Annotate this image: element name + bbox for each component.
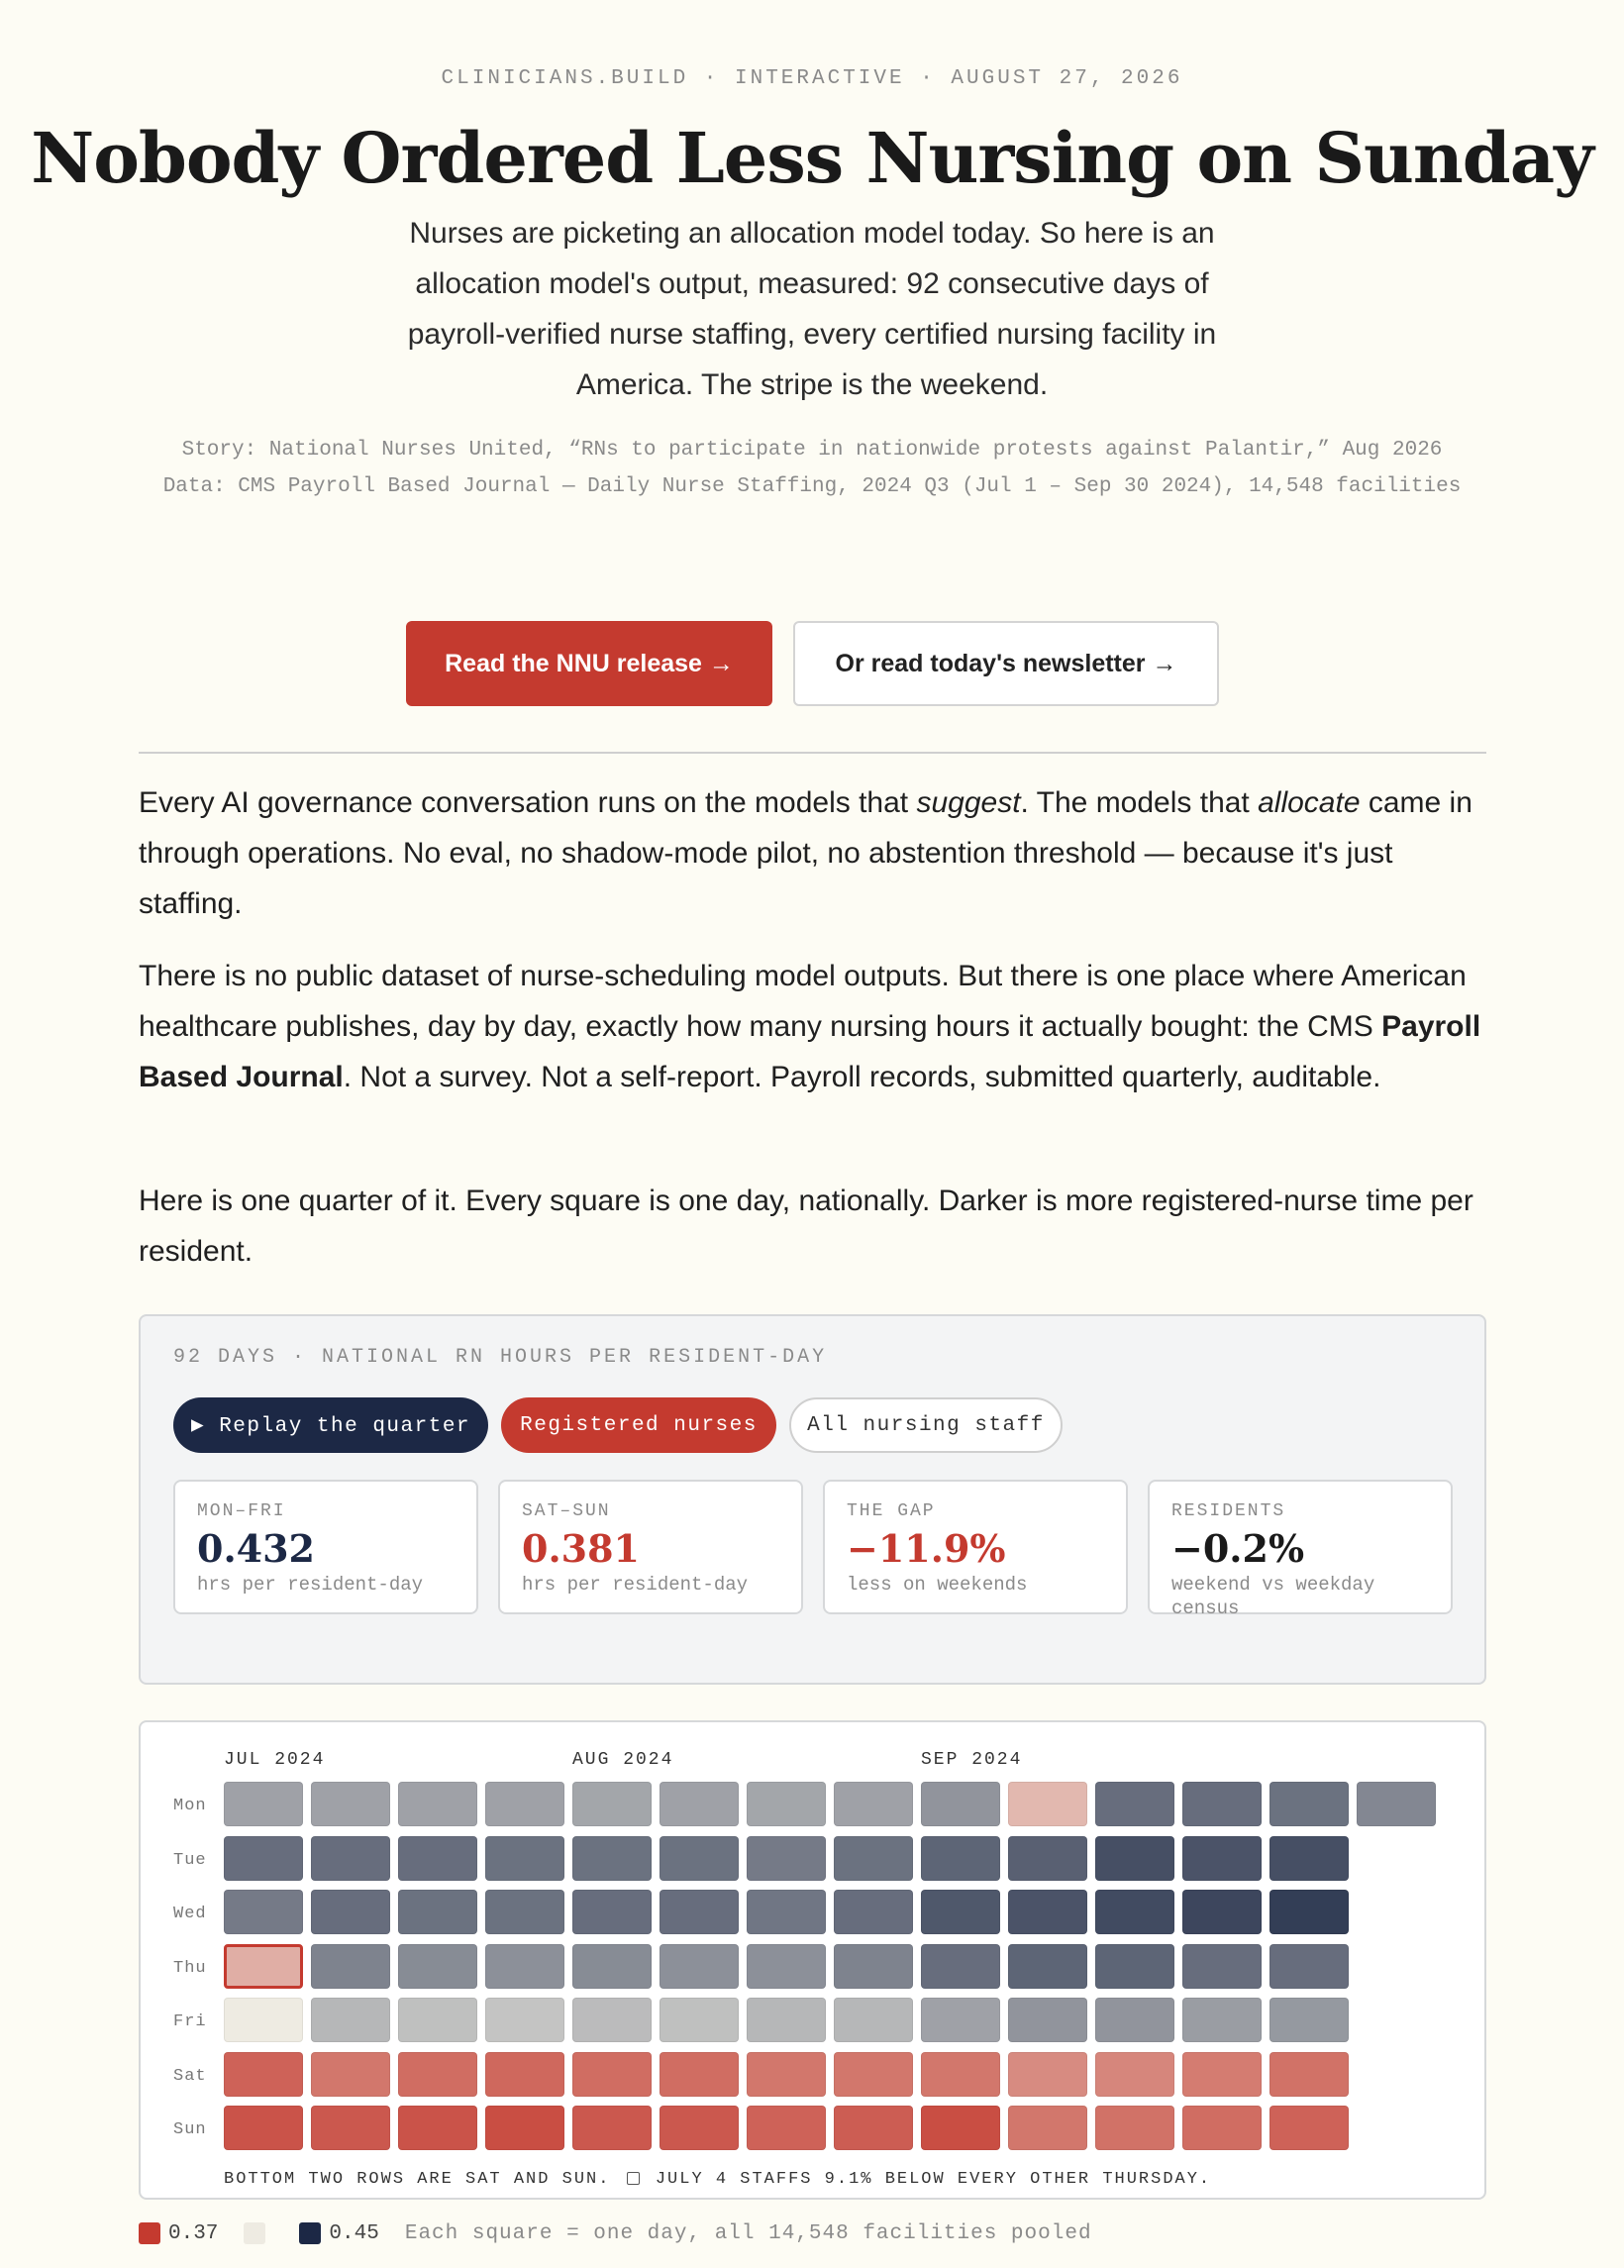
heatmap-cell-sun-4[interactable]: [485, 2106, 564, 2150]
heatmap-cell-wed-7[interactable]: [747, 1890, 826, 1934]
body-paragraph-3: Here is one quarter of it. Every square is one day, nationally. Darker is more registered-nurse time per resident.: [139, 1185, 1473, 1268]
heatmap-cell-sun-7[interactable]: [747, 2106, 826, 2150]
heatmap-cell-sat-7[interactable]: [747, 2052, 826, 2097]
heatmap-cell-thu-4[interactable]: [485, 1944, 564, 1989]
legend: [139, 2218, 1092, 2248]
heatmap-cell-tue-1[interactable]: [224, 1836, 303, 1881]
heatmap-cell-sun-1[interactable]: [224, 2106, 303, 2150]
heatmap-cell-sun-2[interactable]: [311, 2106, 390, 2150]
read-nnu-release-button[interactable]: Read the NNU release →: [406, 621, 772, 706]
month-label-sep: SEP 2024: [921, 1750, 1023, 1770]
heatmap-cell-sat-6[interactable]: [660, 2052, 739, 2097]
heatmap-cell-thu-5[interactable]: [572, 1944, 652, 1989]
heatmap-cell-sat-10[interactable]: [1008, 2052, 1087, 2097]
stat-value: 0.381: [522, 1526, 640, 1571]
heatmap-cell-thu-10[interactable]: [1008, 1944, 1087, 1989]
stats-panel: [139, 1314, 1486, 1685]
stat-label: MON–FRI: [197, 1501, 286, 1521]
caption-july4: JULY 4 STAFFS 9.1% BELOW EVERY OTHER THURSDAY.: [655, 2170, 1212, 2189]
month-label-jul: JUL 2024: [224, 1750, 326, 1770]
heatmap-cell-wed-6[interactable]: [660, 1890, 739, 1934]
legend-swatch-mid: [244, 2222, 265, 2244]
month-label-aug: AUG 2024: [572, 1750, 674, 1770]
stat-label: SAT–SUN: [522, 1501, 611, 1521]
story-credit: Story: National Nurses United, “RNs to participate in nationwide protests against Palantir,” Aug 2026: [181, 439, 1443, 462]
day-label-fri: Fri: [173, 2012, 207, 2031]
heatmap-cell-sat-4[interactable]: [485, 2052, 564, 2097]
heatmap-cell-tue-2[interactable]: [311, 1836, 390, 1881]
stat-sub: hrs per resident-day: [197, 1574, 424, 1596]
legend-low-value: 0.37: [168, 2221, 219, 2245]
body-paragraph-1: [139, 777, 1486, 929]
heatmap-cell-mon-13[interactable]: [1269, 1782, 1349, 1826]
heatmap-cell-sun-5[interactable]: [572, 2106, 652, 2150]
body-paragraph-2: [139, 951, 1486, 1102]
heatmap-cell-sat-3[interactable]: [398, 2052, 477, 2097]
heatmap-cell-sat-1[interactable]: [224, 2052, 303, 2097]
legend-high-value: 0.45: [329, 2221, 379, 2245]
heatmap-cell-tue-3[interactable]: [398, 1836, 477, 1881]
stat-value: −11.9%: [847, 1526, 1006, 1571]
heatmap-cell-tue-5[interactable]: [572, 1836, 652, 1881]
heatmap-cell-tue-7[interactable]: [747, 1836, 826, 1881]
heatmap-cell-thu-3[interactable]: [398, 1944, 477, 1989]
heatmap-cell-sat-2[interactable]: [311, 2052, 390, 2097]
heatmap-cell-thu-2[interactable]: [311, 1944, 390, 1989]
p1-em-suggest: suggest: [916, 786, 1021, 819]
heatmap-cell-sun-11[interactable]: [1095, 2106, 1174, 2150]
calendar-heatmap: [139, 1720, 1486, 2200]
heatmap-cell-mon-1[interactable]: [224, 1782, 303, 1826]
heatmap-cell-thu-1[interactable]: [224, 1944, 303, 1989]
heatmap-cell-sat-11[interactable]: [1095, 2052, 1174, 2097]
day-label-mon: Mon: [173, 1797, 207, 1815]
heatmap-cell-mon-3[interactable]: [398, 1782, 477, 1826]
heatmap-cell-mon-9[interactable]: [921, 1782, 1000, 1826]
stat-label: RESIDENTS: [1171, 1501, 1286, 1521]
heatmap-cell-fri-2[interactable]: [311, 1998, 390, 2042]
legend-swatch-high: [299, 2222, 321, 2244]
heatmap-cell-mon-6[interactable]: [660, 1782, 739, 1826]
legend-high: [299, 2222, 378, 2245]
heatmap-cell-sat-13[interactable]: [1269, 2052, 1349, 2097]
heatmap-cell-fri-9[interactable]: [921, 1998, 1000, 2042]
stat-sub: hrs per resident-day: [522, 1574, 749, 1596]
heatmap-cell-tue-13[interactable]: [1269, 1836, 1349, 1881]
heatmap-cell-mon-2[interactable]: [311, 1782, 390, 1826]
heatmap-cell-sun-12[interactable]: [1182, 2106, 1262, 2150]
p1-text-c: came in through operations. No eval, no shadow-mode pilot, no abstention threshold — because it's just staffing.: [139, 786, 1472, 920]
read-newsletter-button[interactable]: Or read today's newsletter →: [793, 621, 1219, 706]
heatmap-cell-wed-1[interactable]: [224, 1890, 303, 1934]
heatmap-cell-fri-8[interactable]: [834, 1998, 913, 2042]
legend-note: Each square = one day, all 14,548 facilities pooled: [404, 2221, 1092, 2245]
heatmap-cell-tue-11[interactable]: [1095, 1836, 1174, 1881]
heatmap-cell-fri-6[interactable]: [660, 1998, 739, 2042]
calendar-caption: [224, 2170, 1211, 2189]
day-label-sun: Sun: [173, 2120, 207, 2139]
heatmap-cell-sat-5[interactable]: [572, 2052, 652, 2097]
registered-nurses-toggle[interactable]: Registered nurses: [501, 1397, 776, 1453]
divider: [139, 752, 1486, 754]
heatmap-cell-tue-4[interactable]: [485, 1836, 564, 1881]
heatmap-cell-thu-11[interactable]: [1095, 1944, 1174, 1989]
page-title: Nobody Ordered Less Nursing on Sunday: [31, 117, 1593, 199]
data-credit: Data: CMS Payroll Based Journal — Daily Nurse Staffing, 2024 Q3 (Jul 1 – Sep 30 2024), 14,548 facilities: [162, 475, 1462, 498]
heatmap-cell-sun-9[interactable]: [921, 2106, 1000, 2150]
heatmap-cell-mon-12[interactable]: [1182, 1782, 1262, 1826]
heatmap-cell-tue-9[interactable]: [921, 1836, 1000, 1881]
heatmap-cell-fri-5[interactable]: [572, 1998, 652, 2042]
heatmap-cell-tue-8[interactable]: [834, 1836, 913, 1881]
panel-title: 92 DAYS · NATIONAL RN HOURS PER RESIDENT-DAY: [173, 1346, 828, 1369]
heatmap-cell-fri-12[interactable]: [1182, 1998, 1262, 2042]
heatmap-cell-mon-5[interactable]: [572, 1782, 652, 1826]
p2-text-a: There is no public dataset of nurse-scheduling model outputs. But there is one place where American healthcare publishes, day by day, exactly how many nursing hours it actually bought: the CMS: [139, 960, 1467, 1043]
stat-sub: less on weekends: [847, 1574, 1028, 1596]
heatmap-cell-thu-13[interactable]: [1269, 1944, 1349, 1989]
replay-quarter-button[interactable]: ▶ Replay the quarter: [173, 1397, 488, 1453]
heatmap-cell-sun-3[interactable]: [398, 2106, 477, 2150]
stat-card-gap: [823, 1480, 1128, 1614]
heatmap-cell-wed-8[interactable]: [834, 1890, 913, 1934]
heatmap-cell-wed-11[interactable]: [1095, 1890, 1174, 1934]
heatmap-cell-mon-4[interactable]: [485, 1782, 564, 1826]
heatmap-cell-sun-8[interactable]: [834, 2106, 913, 2150]
stat-label: THE GAP: [847, 1501, 936, 1521]
heatmap-cell-wed-3[interactable]: [398, 1890, 477, 1934]
all-nursing-staff-toggle[interactable]: All nursing staff: [789, 1397, 1063, 1453]
heatmap-cell-mon-14[interactable]: [1357, 1782, 1436, 1826]
heatmap-cell-fri-10[interactable]: [1008, 1998, 1087, 2042]
heatmap-cell-wed-2[interactable]: [311, 1890, 390, 1934]
stat-card-weekday: [173, 1480, 478, 1614]
caption-weekend: BOTTOM TWO ROWS ARE SAT AND SUN.: [224, 2170, 611, 2189]
p1-text-a: Every AI governance conversation runs on the models that: [139, 786, 917, 819]
heatmap-cell-fri-4[interactable]: [485, 1998, 564, 2042]
heatmap-cell-thu-7[interactable]: [747, 1944, 826, 1989]
heatmap-cell-sun-10[interactable]: [1008, 2106, 1087, 2150]
heatmap-cell-tue-12[interactable]: [1182, 1836, 1262, 1881]
heatmap-cell-fri-11[interactable]: [1095, 1998, 1174, 2042]
source-credits: [149, 432, 1475, 505]
heatmap-cell-fri-13[interactable]: [1269, 1998, 1349, 2042]
heatmap-cell-tue-6[interactable]: [660, 1836, 739, 1881]
heatmap-cell-wed-13[interactable]: [1269, 1890, 1349, 1934]
day-label-thu: Thu: [173, 1959, 207, 1978]
heatmap-cell-mon-10[interactable]: [1008, 1782, 1087, 1826]
stat-value: −0.2%: [1171, 1526, 1305, 1571]
heatmap-cell-thu-9[interactable]: [921, 1944, 1000, 1989]
heatmap-cell-wed-10[interactable]: [1008, 1890, 1087, 1934]
heatmap-cell-fri-3[interactable]: [398, 1998, 477, 2042]
heatmap-cell-sat-8[interactable]: [834, 2052, 913, 2097]
legend-swatch-low: [139, 2222, 160, 2244]
heatmap-cell-wed-5[interactable]: [572, 1890, 652, 1934]
p2-text-b: . Not a survey. Not a self-report. Payroll records, submitted quarterly, auditable.: [343, 1061, 1381, 1093]
heatmap-cell-mon-7[interactable]: [747, 1782, 826, 1826]
p1-text-b: . The models that: [1020, 786, 1259, 819]
heatmap-cell-sun-13[interactable]: [1269, 2106, 1349, 2150]
dek: Nurses are picketing an allocation model today. So here is an allocation model's output, measured: 92 consecutive days of payroll-verified nurse staffing, every certified nursing facility in America. The stripe is the weekend.: [407, 217, 1217, 401]
stat-card-residents: [1148, 1480, 1453, 1619]
heatmap-cell-fri-1[interactable]: [224, 1998, 303, 2042]
heatmap-cell-wed-4[interactable]: [485, 1890, 564, 1934]
heatmap-cell-thu-12[interactable]: [1182, 1944, 1262, 1989]
heatmap-cell-thu-8[interactable]: [834, 1944, 913, 1989]
heatmap-cell-mon-11[interactable]: [1095, 1782, 1174, 1826]
stat-value: 0.432: [197, 1526, 315, 1571]
heatmap-cell-wed-12[interactable]: [1182, 1890, 1262, 1934]
heatmap-cell-mon-8[interactable]: [834, 1782, 913, 1826]
p2-strong-pbj: Payroll Based Journal: [139, 1010, 1481, 1093]
heatmap-cell-fri-7[interactable]: [747, 1998, 826, 2042]
heatmap-cell-sun-6[interactable]: [660, 2106, 739, 2150]
heatmap-cell-thu-6[interactable]: [660, 1944, 739, 1989]
p1-em-allocate: allocate: [1258, 786, 1361, 819]
legend-low: [139, 2222, 218, 2245]
stat-card-weekend: [498, 1480, 803, 1614]
stat-sub: weekend vs weekday census: [1171, 1574, 1375, 1619]
heatmap-cell-sat-9[interactable]: [921, 2052, 1000, 2097]
heatmap-cell-wed-9[interactable]: [921, 1890, 1000, 1934]
day-label-sat: Sat: [173, 2067, 207, 2086]
day-label-wed: Wed: [173, 1905, 207, 1923]
heatmap-cell-sat-12[interactable]: [1182, 2052, 1262, 2097]
legend-mid: [244, 2222, 273, 2244]
outlined-square-icon: [627, 2172, 640, 2185]
heatmap-cell-tue-10[interactable]: [1008, 1836, 1087, 1881]
kicker: CLINICIANS.BUILD · INTERACTIVE · AUGUST 27, 2026: [441, 67, 1183, 90]
day-label-tue: Tue: [173, 1851, 207, 1870]
